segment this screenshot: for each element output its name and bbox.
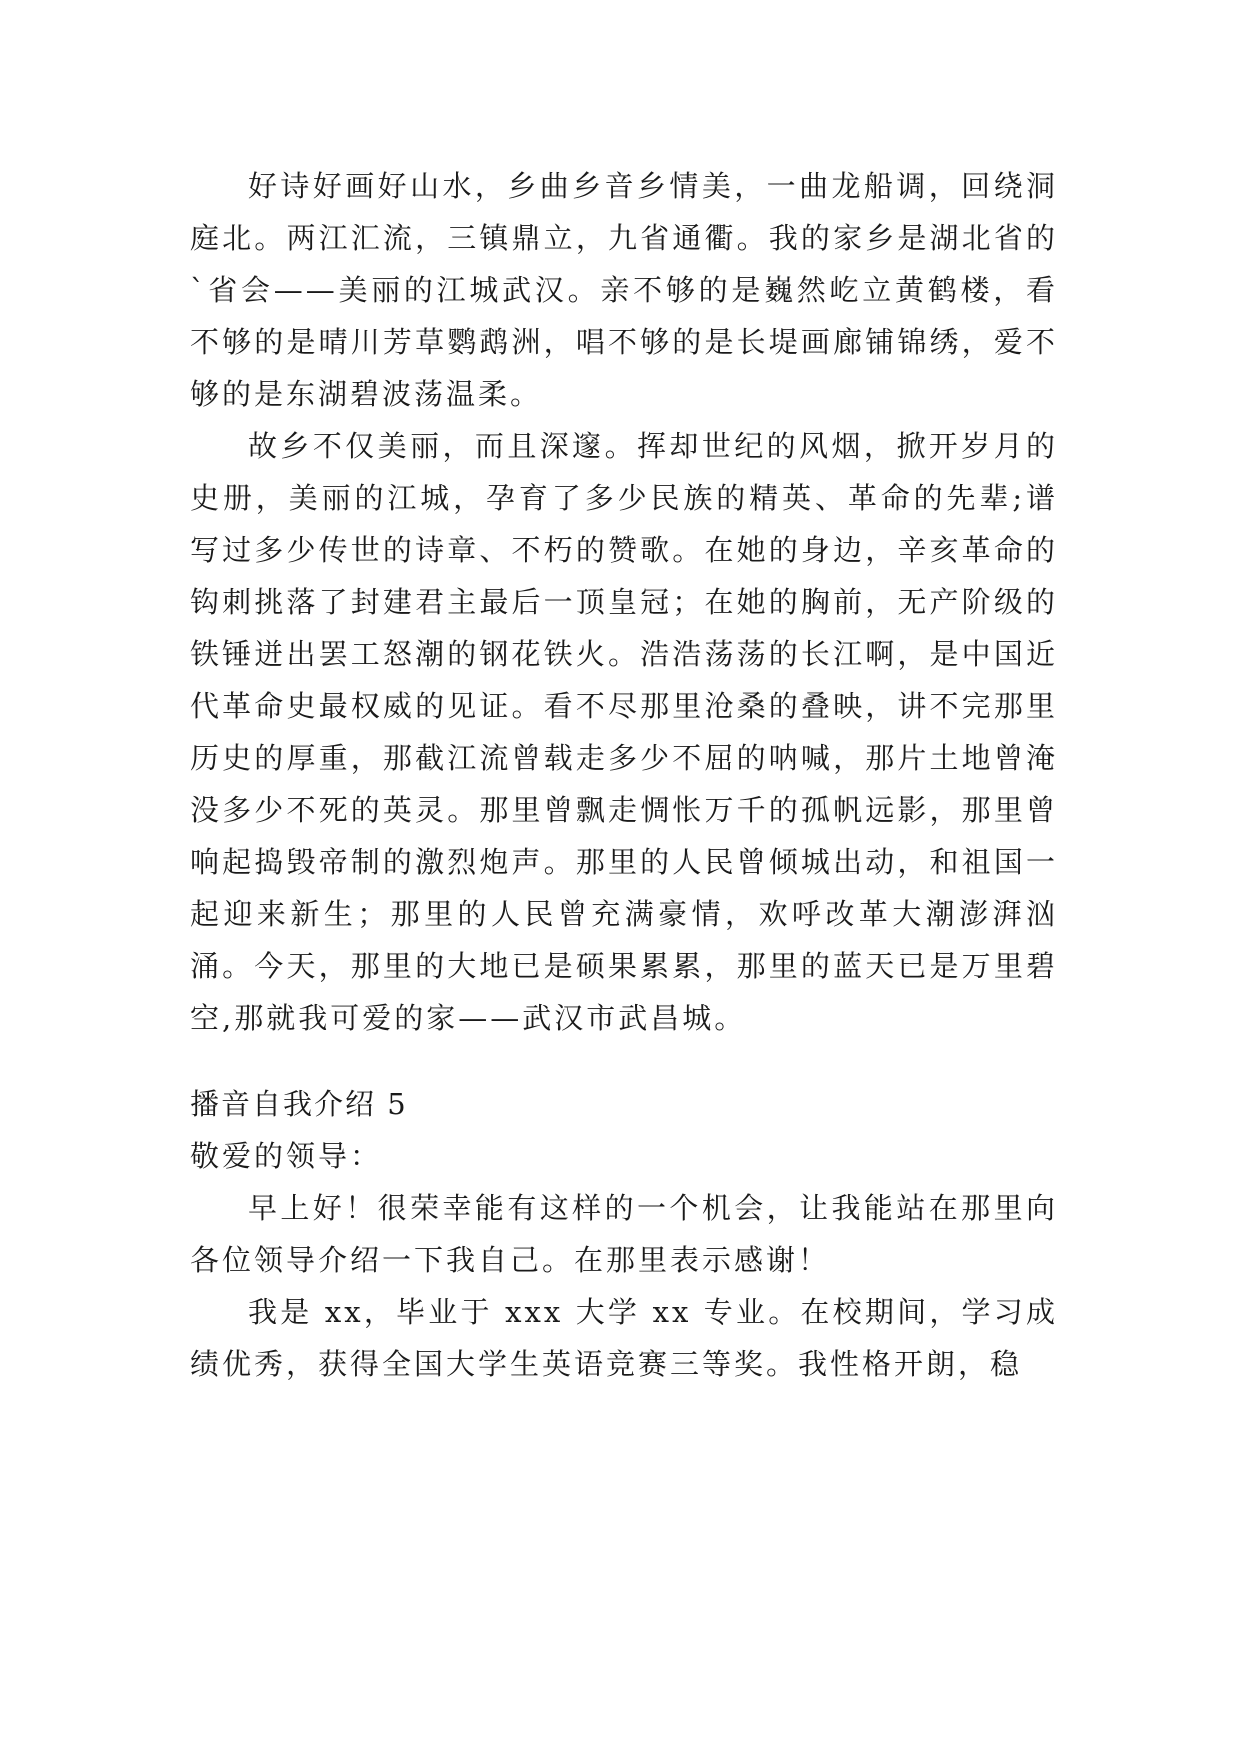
paragraph-greeting: 早上好！很荣幸能有这样的一个机会，让我能站在那里向各位领导介绍一下我自己。在那里表示感谢！	[190, 1191, 1058, 1277]
paragraph-self-intro: 我是 xx，毕业于 xxx 大学 xx 专业。在校期间，学习成绩优秀，获得全国大学生英语竞赛三等奖。我性格开朗，稳	[190, 1295, 1058, 1381]
paragraph-hometown-history: 故乡不仅美丽，而且深邃。挥却世纪的风烟，掀开岁月的史册，美丽的江城，孕育了多少民族的精英、革命的先辈;谱写过多少传世的诗章、不朽的赞歌。在她的身边，辛亥革命的钩刺挑落了封建君主最后一顶皇冠；在她的胸前，无产阶级的铁锤迸出罢工怒潮的钢花铁火。浩浩荡荡的长江啊，是中国近代革命史最权威的见证。看不尽那里沧桑的叠映，讲不完那里历史的厚重，那截江流曾载走多少不屈的呐喊，那片土地曾淹没多少不死的英灵。那里曾飘走惆怅万千的孤帆远影，那里曾响起捣毁帝制的激烈炮声。那里的人民曾倾城出动，和祖国一起迎来新生；那里的人民曾充满豪情，欢呼改革大潮澎湃汹涌。今天，那里的大地已是硕果累累，那里的蓝天已是万里碧空,那就我可爱的家——武汉市武昌城。	[190, 429, 1058, 1035]
document-body	[190, 160, 1058, 1390]
section-title: 播音自我介绍 5	[190, 1087, 408, 1121]
salutation: 敬爱的领导：	[190, 1139, 383, 1173]
paragraph-hometown-intro: 好诗好画好山水，乡曲乡音乡情美，一曲龙船调，回绕洞庭北。两江汇流，三镇鼎立，九省通衢。我的家乡是湖北省的`省会——美丽的江城武汉。亲不够的是巍然屹立黄鹤楼，看不够的是晴川芳草鹦鹉洲，唱不够的是长堤画廊铺锦绣，爱不够的是东湖碧波荡温柔。	[190, 169, 1058, 411]
section-spacer	[190, 1044, 1058, 1078]
